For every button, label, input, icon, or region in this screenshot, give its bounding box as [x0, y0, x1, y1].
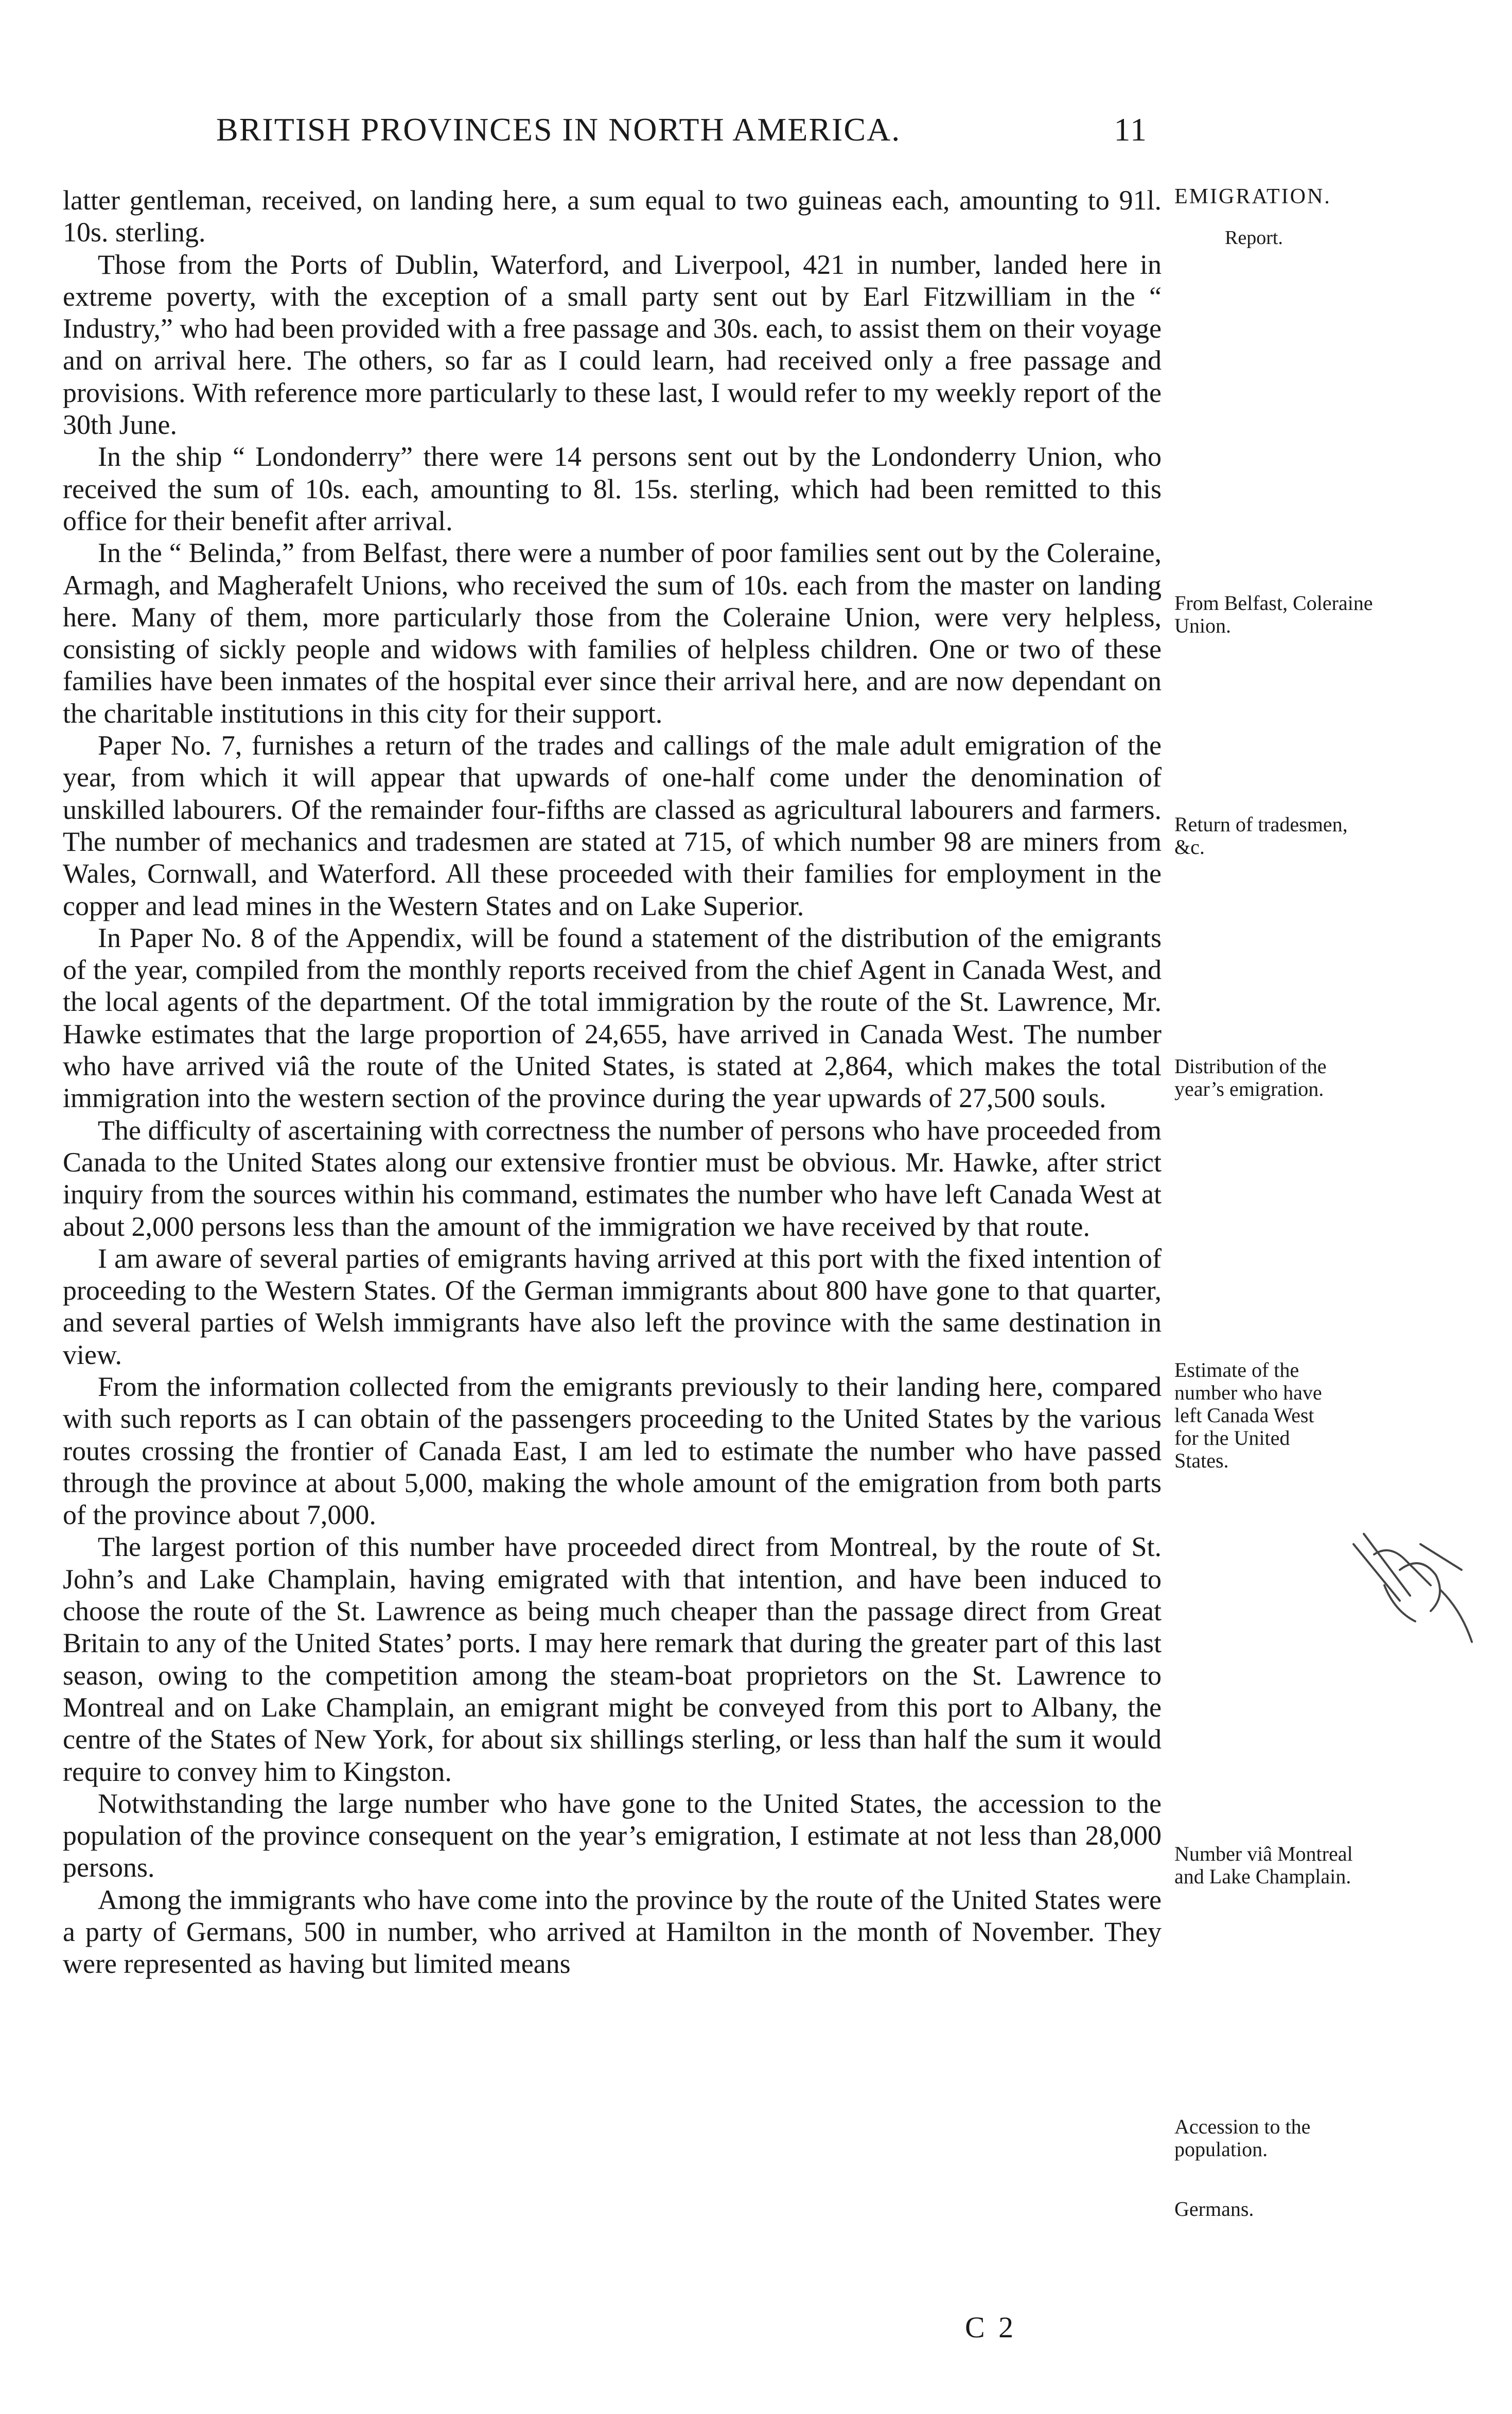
- margin-note-accession: Accession to the population.: [1174, 2115, 1311, 2161]
- paragraph: Notwithstanding the large number who have gone to the United States, the accession to the population of the province consequent on the year’s emigration, I estimate at not less than 28,000 persons.: [63, 1788, 1162, 1883]
- paragraph-continued: latter gentleman, received, on landing here, a sum equal to two guineas each, amounting to 91l. 10s. sterling.: [63, 185, 1162, 248]
- paragraph: In the ship “ Londonderry” there were 14 persons sent out by the Londonderry Union, who received the sum of 10s. each, amounting to 8l. 15s. sterling, which had been remitted to this office for their benefit after arrival.: [63, 441, 1162, 536]
- running-title: BRITISH PROVINCES IN NORTH AMERICA.: [216, 111, 901, 148]
- margin-note-germans: Germans.: [1174, 2197, 1254, 2220]
- margin-note-estimate: Estimate of the number who have left Canada West for the United States.: [1174, 1358, 1322, 1472]
- signature-mark: C 2: [965, 2311, 1017, 2344]
- paragraph: The difficulty of ascertaining with correctness the number of persons who have proceeded from Canada to the United States along our extensive frontier must be obvious. Mr. Hawke, after strict inquiry from the sources within his command, estimates the number who have left Canada West at about 2,000 persons less than the amount of the immigration we have received by that route.: [63, 1114, 1162, 1242]
- pencil-scribble: [1343, 1524, 1477, 1652]
- paragraph: From the information collected from the emigrants previously to their landing here, compared with such reports as I can obtain of the passengers proceeding to the United States by the various routes crossing the frontier of Canada East, I am led to estimate the number who have passed through the province at about 5,000, making the whole amount of the emigration from both parts of the province about 7,000.: [63, 1371, 1162, 1531]
- paragraph: Paper No. 7, furnishes a return of the trades and callings of the male adult emigration of the year, from which it will appear that upwards of one-half come under the denomination of unskilled labourers. Of the remainder four-fifths are classed as agricultural labourers and farmers. The number of mechanics and tradesmen are stated at 715, of which number 98 are miners from Wales, Cornwall, and Waterford. All these proceeded with their families for employment in the copper and lead mines in the Western States and on Lake Superior.: [63, 730, 1162, 921]
- running-header: [170, 111, 1148, 157]
- margin-note-belfast: From Belfast, Coleraine Union.: [1174, 591, 1373, 637]
- paragraph: In Paper No. 8 of the Appendix, will be found a statement of the distribution of the emigrants of the year, compiled from the monthly reports received from the chief Agent in Canada West, and the local agents of the department. Of the total immigration by the route of the St. Lawrence, Mr. Hawke estimates that the large proportion of 24,655, have arrived in Canada West. The number who have arrived viâ the route of the United States, is stated at 2,864, which makes the total immigration into the western section of the province during the year upwards of 27,500 souls.: [63, 922, 1162, 1114]
- margin-note-report: Report.: [1225, 227, 1283, 249]
- paragraph: Those from the Ports of Dublin, Waterford, and Liverpool, 421 in number, landed here in extreme poverty, with the exception of a small party sent out by Earl Fitzwilliam in the “ Industry,” who had been provided with a free passage and 30s. each, to assist them on their voyage and on arrival here. The others, so far as I could learn, had received only a free passage and provisions. With reference more particularly to these last, I would refer to my weekly report of the 30th June.: [63, 249, 1162, 441]
- paragraph: The largest portion of this number have proceeded direct from Montreal, by the route of St. John’s and Lake Champlain, having emigrated with that intention, and have been induced to choose the route of the St. Lawrence as being much cheaper than the passage direct from Great Britain to any of the United States’ ports. I may here remark that during the greater part of this last season, owing to the competition among the steam-boat proprietors on the St. Lawrence to Montreal and on Lake Champlain, an emigrant might be conveyed from this port to Albany, the centre of the States of New York, for about six shillings sterling, or less than half the sum it would require to convey him to Kingston.: [63, 1531, 1162, 1787]
- margin-note-montreal: Number viâ Montreal and Lake Champlain.: [1174, 1842, 1353, 1888]
- margin-note-emigration: EMIGRATION.: [1174, 185, 1331, 208]
- margin-note-distribution: Distribution of the year’s emigration.: [1174, 1055, 1327, 1100]
- paragraph: Among the immigrants who have come into the province by the route of the United States were a party of Germans, 500 in number, who arrived at Hamilton in the month of November. They were represented as having but limited means: [63, 1884, 1162, 1980]
- page-number: 11: [1114, 111, 1148, 148]
- paragraph: In the “ Belinda,” from Belfast, there were a number of poor families sent out by the Coleraine, Armagh, and Magherafelt Unions, who received the sum of 10s. each from the master on landing here. Many of them, more particularly those from the Coleraine Union, were very helpless, consisting of sickly people and widows with families of helpless children. One or two of these families have been inmates of the hospital ever since their arrival here, and are now dependant on the charitable institutions in this city for their support.: [63, 537, 1162, 729]
- paragraph: I am aware of several parties of emigrants having arrived at this port with the fixed intention of proceeding to the Western States. Of the German immigrants about 800 have gone to that quarter, and several parties of Welsh immigrants have also left the province with the same destination in view.: [63, 1243, 1162, 1370]
- margin-note-tradesmen: Return of tradesmen, &c.: [1174, 813, 1348, 859]
- body-text: [63, 184, 1162, 1980]
